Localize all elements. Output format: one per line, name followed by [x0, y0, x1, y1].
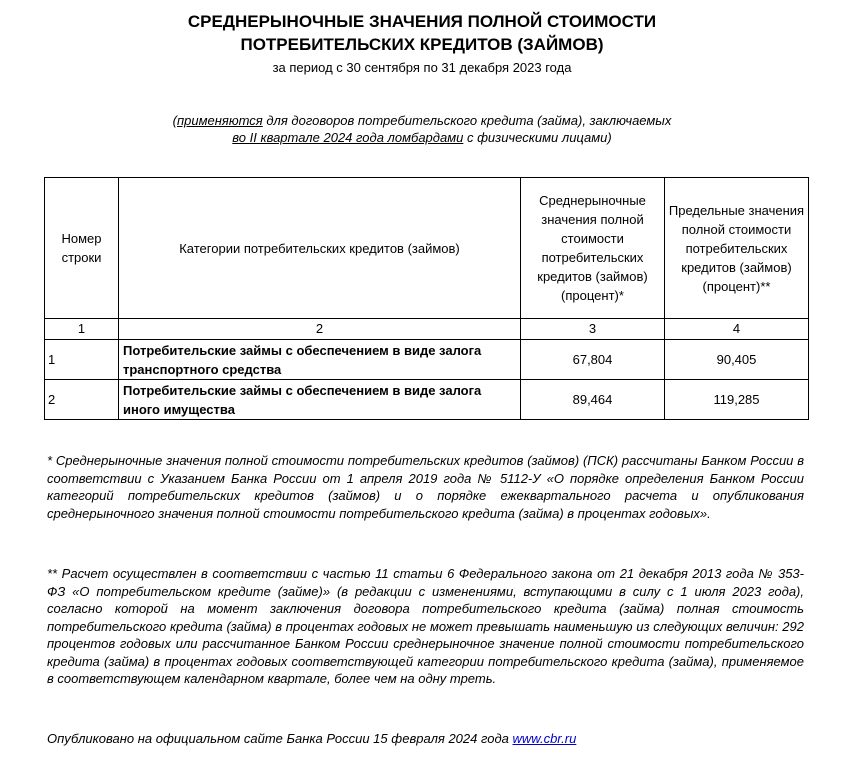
- column-number: 3: [521, 319, 665, 340]
- period-subtitle: за период с 30 сентября по 31 декабря 2023 года: [272, 60, 572, 75]
- note-line2-underlined: во II квартале 2024 года ломбардами: [232, 130, 464, 145]
- page-title-line-2: ПОТРЕБИТЕЛЬСКИХ КРЕДИТОВ (ЗАЙМОВ): [240, 35, 604, 54]
- header-number: Номер строки: [45, 178, 119, 319]
- table-header-row: [45, 178, 809, 319]
- note-applies: применяются: [176, 113, 263, 128]
- table-row: [45, 340, 809, 380]
- table-row: [45, 380, 809, 420]
- row-limit-value: 90,405: [665, 340, 809, 380]
- psk-table: [44, 177, 809, 420]
- row-average-value: 89,464: [521, 380, 665, 420]
- row-number: 1: [45, 340, 119, 380]
- note-open-paren: (: [172, 113, 177, 128]
- cbr-link[interactable]: www.cbr.ru: [512, 731, 577, 746]
- row-average-value: 67,804: [521, 340, 665, 380]
- header-category: Категории потребительских кредитов (займов): [119, 178, 521, 319]
- applicability-note-line-1: [0, 112, 844, 129]
- page-title-line-1: СРЕДНЕРЫНОЧНЫЕ ЗНАЧЕНИЯ ПОЛНОЙ СТОИМОСТИ: [187, 12, 657, 31]
- footnote-limit: ** Расчет осуществлен в соответствии с частью 11 статьи 6 Федерального закона от 21 декабря 2013 года № 353-ФЗ «О потребительском кредите (займе)» (в редакции с изменениями, вступающими в силу с 1 июля 2023 года), согласно которой на момент заключения договора потребительского кредита (займа) полная стоимость потребительского кредита (займа) в процентах годовых не может превышать наименьшую из следующих величин: 292 процентов годовых или рассчитанное Банком России среднерыночное значение полной стоимости потребительского кредита (займа) в процентах годовых соответствующей категории потребительского кредита (займа), применяемое в соответствующем календарном квартале, более чем на одну треть.: [47, 566, 804, 686]
- published-note: [47, 731, 576, 746]
- header-average: Среднерыночные значения полной стоимости потребительских кредитов (займов) (процент)*: [521, 178, 665, 319]
- footnote-average: * Среднерыночные значения полной стоимости потребительских кредитов (займов) (ПСК) рассчитаны Банком России в соответствии с Указанием Банка России от 1 апреля 2019 года № 5112-У «О порядке определения Банком России категорий потребительских кредитов (займов) и о порядке ежеквартального расчета и опубликования среднерыночного значения полной стоимости потребительского кредита (займа) в процентах годовых».: [47, 453, 804, 521]
- note-line2-rest: с физическими лицами): [463, 130, 612, 145]
- column-number: 2: [119, 319, 521, 340]
- column-number: 1: [45, 319, 119, 340]
- header-limit: Предельные значения полной стоимости потребительских кредитов (займов) (процент)**: [665, 178, 809, 319]
- column-number: 4: [665, 319, 809, 340]
- row-category: Потребительские займы с обеспечением в виде залога транспортного средства: [119, 340, 521, 380]
- published-text: Опубликовано на официальном сайте Банка России 15 февраля 2024 года: [47, 731, 513, 746]
- column-number-row: [45, 319, 809, 340]
- note-line1-rest: для договоров потребительского кредита (займа), заключаемых: [262, 113, 672, 128]
- row-number: 2: [45, 380, 119, 420]
- row-category: Потребительские займы с обеспечением в виде залога иного имущества: [119, 380, 521, 420]
- applicability-note-line-2: [0, 129, 844, 146]
- row-limit-value: 119,285: [665, 380, 809, 420]
